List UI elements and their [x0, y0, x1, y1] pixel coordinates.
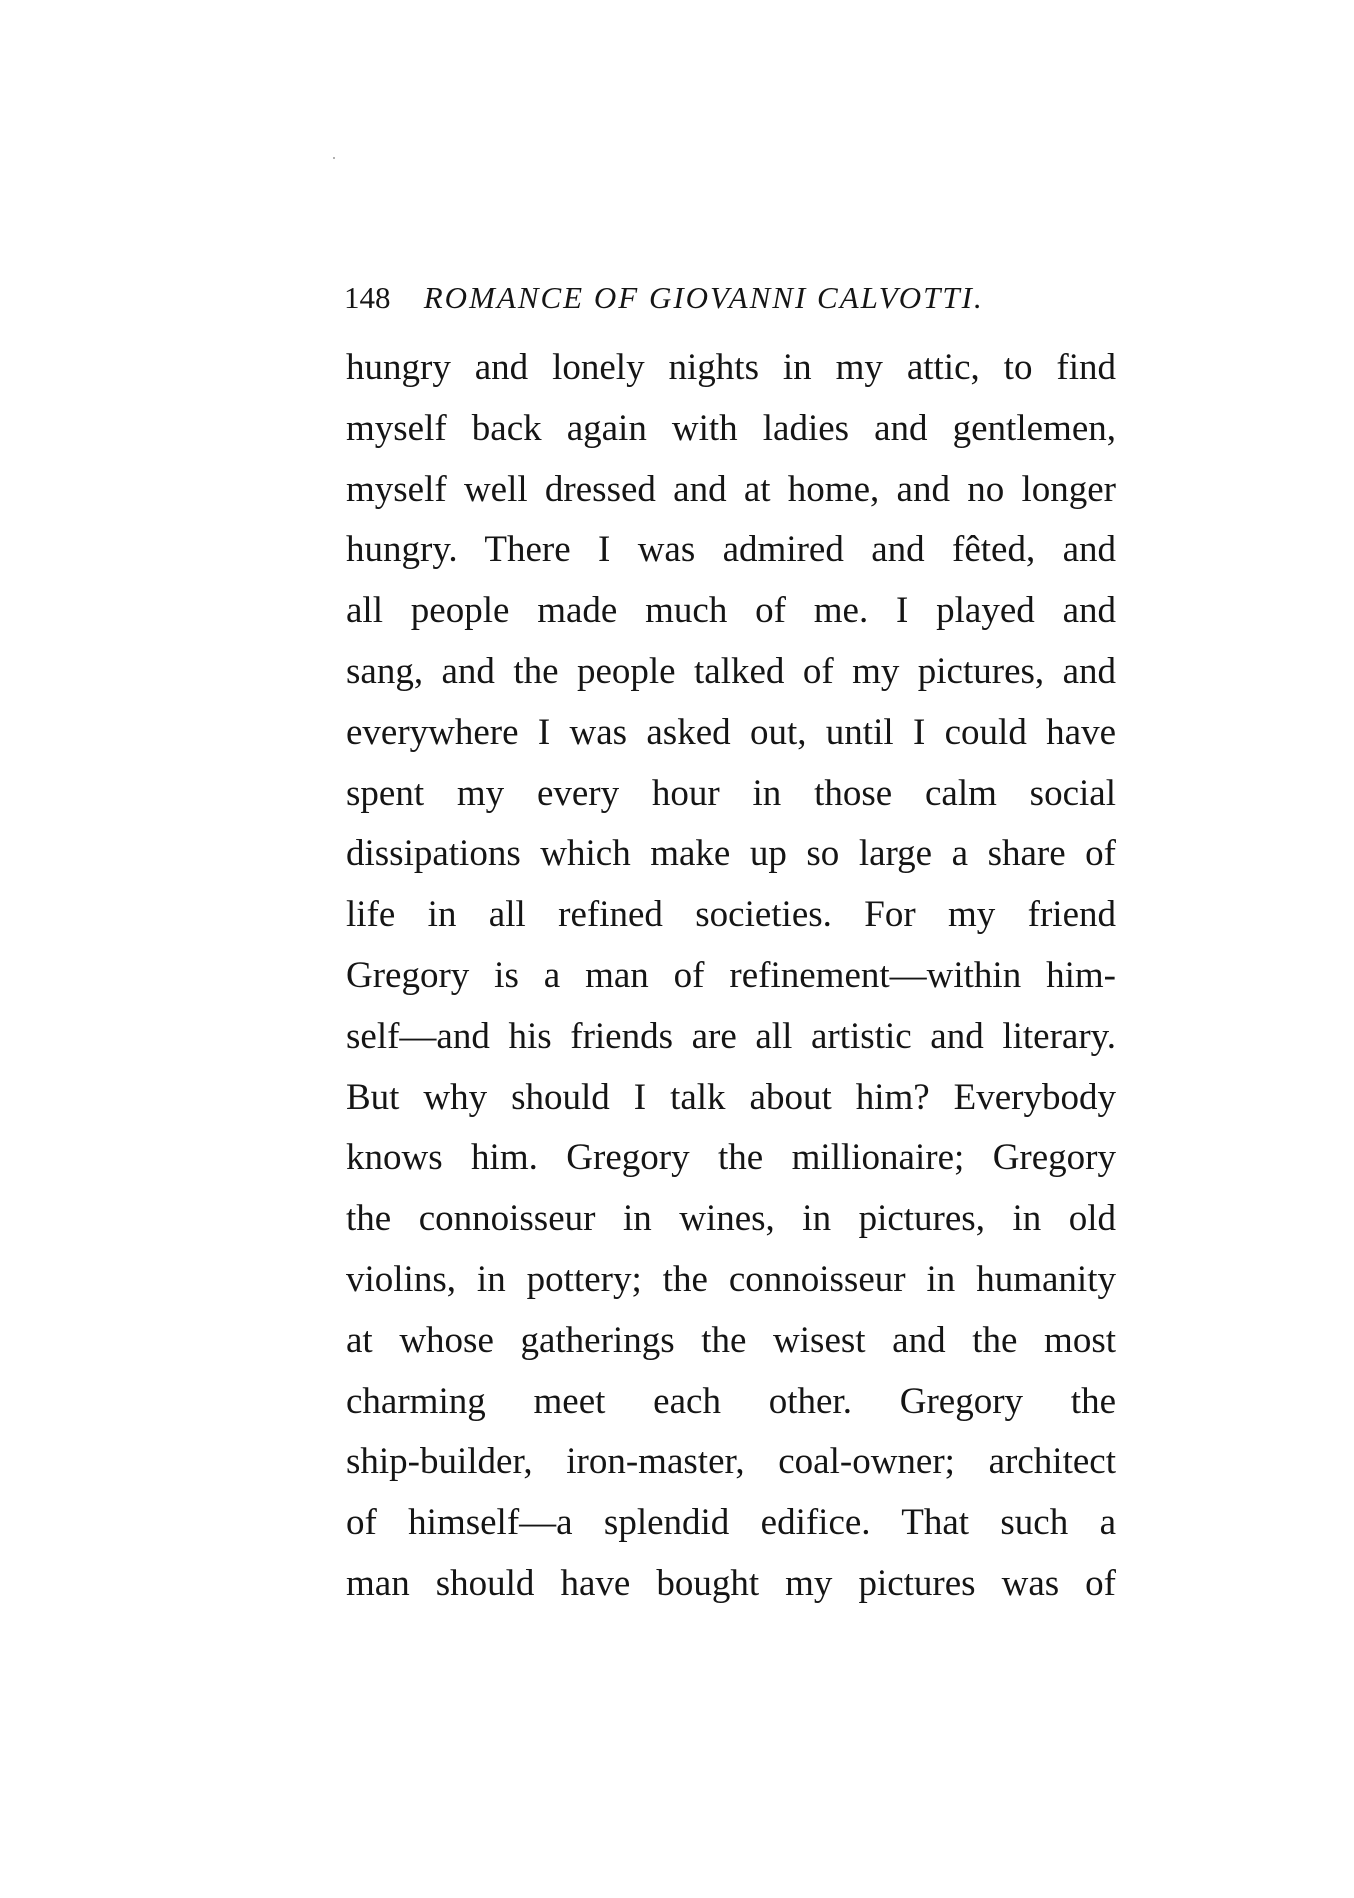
- text-line: at whose gatherings the wisest and the most: [346, 1319, 1116, 1361]
- text-line: the connoisseur in wines, in pictures, in old: [346, 1198, 1116, 1240]
- paper-speck: [333, 157, 335, 159]
- text-line: of himself—a splendid edifice. That such a: [346, 1502, 1116, 1544]
- text-line: myself well dressed and at home, and no longer: [346, 468, 1116, 510]
- text-line: ship-builder, iron-master, coal-owner; architect: [346, 1441, 1116, 1483]
- body-text: [346, 338, 1116, 1615]
- text-line: man should have bought my pictures was of: [346, 1562, 1116, 1604]
- text-line: charming meet each other. Gregory the: [346, 1380, 1116, 1422]
- text-line: spent my every hour in those calm social: [346, 772, 1116, 814]
- text-line: all people made much of me. I played and: [346, 590, 1116, 632]
- text-line: everywhere I was asked out, until I could have: [346, 711, 1116, 753]
- text-line: self—and his friends are all artistic and literary.: [346, 1015, 1116, 1057]
- text-line: Gregory is a man of refinement—within him-: [346, 954, 1116, 996]
- text-line: hungry. There I was admired and fêted, and: [346, 529, 1116, 571]
- text-line: dissipations which make up so large a share of: [346, 833, 1116, 875]
- page-number: 148: [344, 280, 391, 315]
- text-line: sang, and the people talked of my pictures, and: [346, 650, 1116, 692]
- running-head: [344, 278, 1124, 318]
- text-line: violins, in pottery; the connoisseur in humanity: [346, 1258, 1116, 1300]
- text-line: But why should I talk about him? Everybody: [346, 1076, 1116, 1118]
- text-line: life in all refined societies. For my friend: [346, 894, 1116, 936]
- text-line: hungry and lonely nights in my attic, to find: [346, 347, 1116, 388]
- text-line: myself back again with ladies and gentlemen,: [346, 407, 1116, 449]
- text-line: knows him. Gregory the millionaire; Gregory: [346, 1137, 1116, 1179]
- running-title: ROMANCE OF GIOVANNI CALVOTTI.: [423, 280, 984, 315]
